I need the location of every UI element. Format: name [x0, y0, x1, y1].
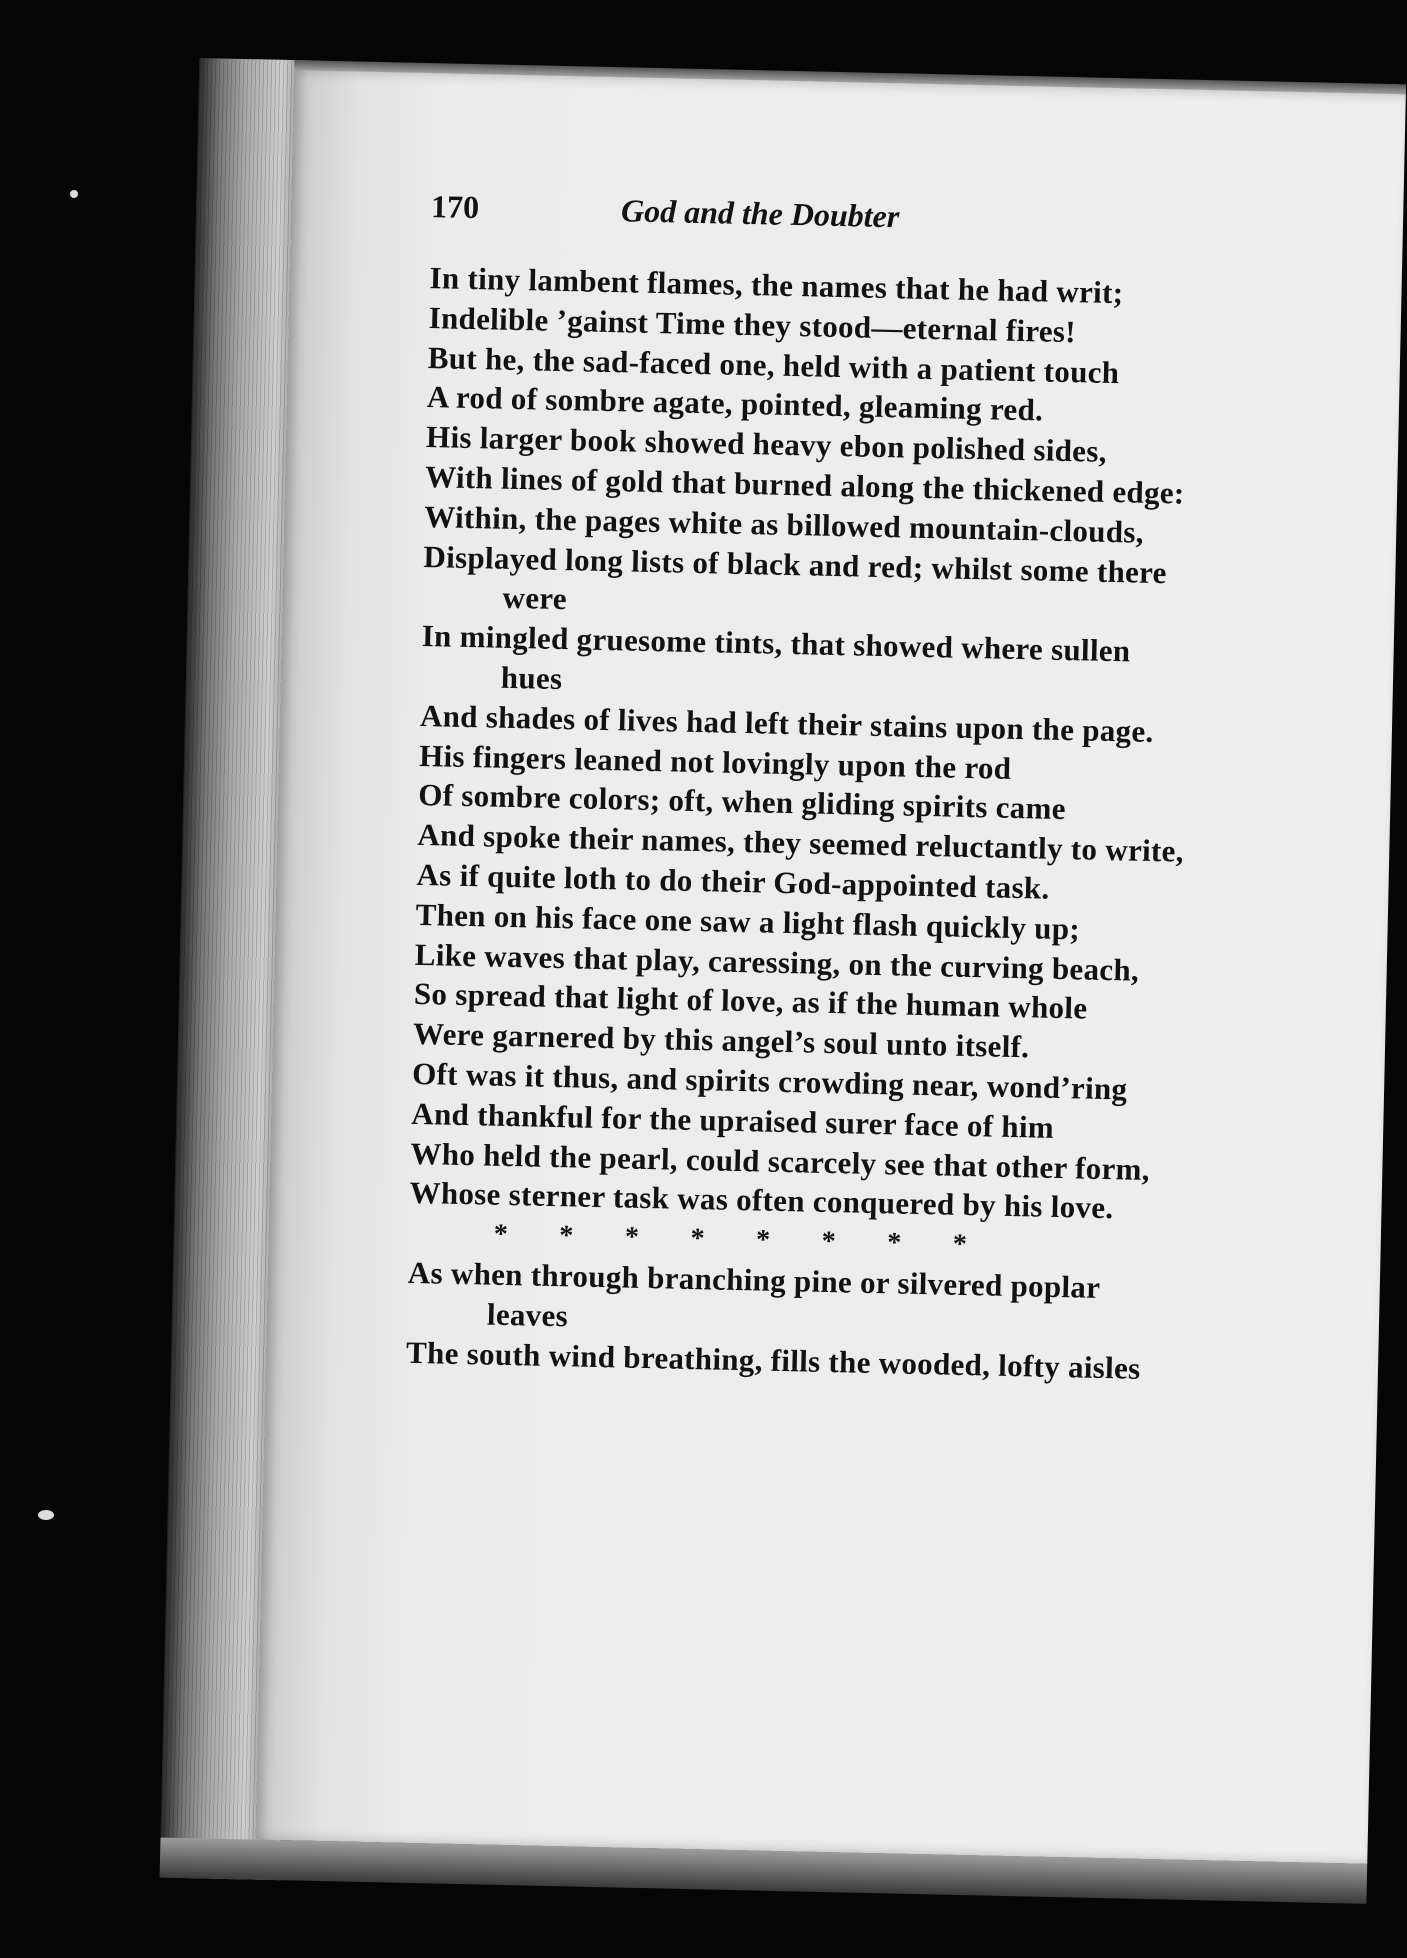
- poem-line: Like waves that play, caressing, on the curving beach,: [414, 936, 1140, 988]
- dust-speck: [70, 190, 78, 198]
- poem-line: And shades of lives had left their stains upon the page.: [419, 697, 1154, 749]
- running-title: God and the Doubter: [620, 192, 900, 235]
- poem-line: His fingers leaned not lovingly upon the rod: [418, 737, 1012, 786]
- poem-line: The south wind breathing, fills the wooded, lofty aisles: [405, 1334, 1141, 1386]
- poem-line: Were garnered by this angel’s soul unto itself.: [412, 1016, 1030, 1065]
- poem-line: Whose sterner task was often conquered by his love.: [409, 1175, 1114, 1226]
- poem-line: A rod of sombre agate, pointed, gleaming red.: [426, 379, 1044, 428]
- poem-line: Who held the pearl, could scarcely see that other form,: [410, 1135, 1151, 1187]
- poem-line: His larger book showed heavy ebon polished sides,: [425, 419, 1108, 470]
- poem-line: As if quite loth to do their God-appointed task.: [416, 856, 1050, 906]
- text-area: [406, 188, 1252, 1390]
- poem-line: In tiny lambent flames, the names that he had writ;: [429, 260, 1124, 311]
- poem-line: As when through branching pine or silvered poplar: [407, 1254, 1101, 1305]
- poem-line: Indelible ’gainst Time they stood—eternal fires!: [428, 299, 1077, 349]
- poem-line-continuation: leaves: [486, 1296, 569, 1334]
- poem-line: With lines of gold that burned along the thickened edge:: [424, 459, 1185, 511]
- poem-text: [406, 258, 1250, 1390]
- poem-line: So spread that light of love, as if the human whole: [413, 976, 1088, 1026]
- section-break-asterisks: * * * * * * * *: [493, 1218, 968, 1261]
- page-number: 170: [430, 188, 480, 226]
- poem-line: Displayed long lists of black and red; whilst some there: [423, 538, 1168, 590]
- poem-line: Then on his face one saw a light flash quickly up;: [415, 896, 1081, 947]
- poem-line-continuation: were: [502, 580, 568, 617]
- poem-line-continuation: hues: [500, 659, 563, 697]
- poem-line: But he, the sad-faced one, held with a patient touch: [427, 339, 1120, 390]
- book-page-block: [159, 28, 1407, 1944]
- poem-line: Within, the pages white as billowed mountain-clouds,: [424, 498, 1145, 550]
- poem-line: Of sombre colors; oft, when gliding spirits came: [417, 777, 1067, 827]
- dust-speck: [38, 1510, 54, 1520]
- poem-line: And spoke their names, they seemed reluctantly to write,: [417, 817, 1185, 869]
- poem-line: In mingled gruesome tints, that showed where sullen: [421, 618, 1131, 669]
- poem-line: And thankful for the upraised surer face of him: [410, 1095, 1055, 1145]
- poem-line: Oft was it thus, and spirits crowding near, wond’ring: [411, 1055, 1128, 1107]
